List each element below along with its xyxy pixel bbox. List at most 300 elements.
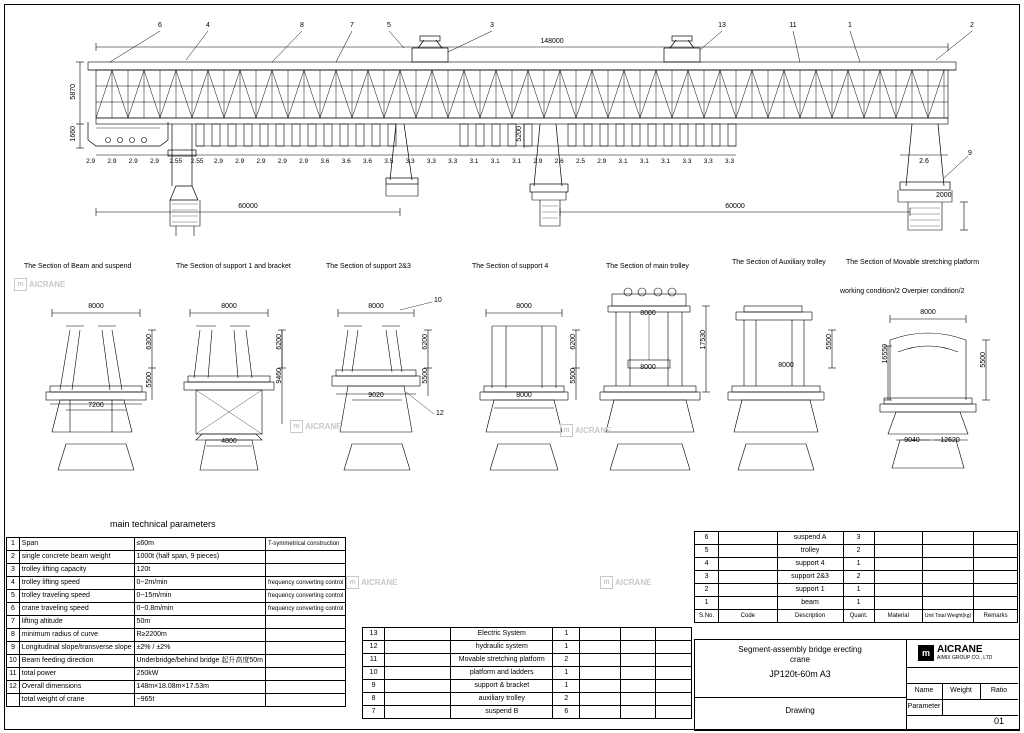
- table-row: [363, 667, 692, 680]
- watermark-logo-2: [290, 420, 341, 433]
- section-title-main-trolley: The Section of main trolley: [606, 263, 689, 270]
- table-row: [7, 642, 346, 655]
- bom-header-qty: Quant.: [843, 610, 874, 623]
- s3-dim-9020: 9020: [368, 392, 384, 399]
- bom-desc: suspend B: [451, 706, 553, 719]
- param-note: [266, 681, 346, 694]
- title-block-divider-3: [906, 683, 1018, 684]
- bom-no: 10: [363, 667, 385, 680]
- bom-no: 13: [363, 628, 385, 641]
- table-row: [695, 597, 1018, 610]
- segment-dim: 3.3: [725, 158, 735, 165]
- bom-weight: [620, 706, 656, 719]
- segment-dim: 2.5: [575, 158, 585, 165]
- table-row: [7, 655, 346, 668]
- table-row: [7, 681, 346, 694]
- bom-qty: 1: [553, 680, 580, 693]
- segment-dim: 2.55: [169, 158, 183, 165]
- watermark-mark-icon: m: [14, 278, 27, 291]
- bom-code: [385, 693, 451, 706]
- param-name: Beam feeding direction: [19, 655, 134, 668]
- dim-main-span: 148000: [540, 38, 564, 45]
- bom-code: [385, 628, 451, 641]
- segment-dim: 2.9: [128, 158, 138, 165]
- param-note: frequency converting control: [266, 577, 346, 590]
- param-name: trolley lifting speed: [19, 577, 134, 590]
- s3-callout-10: 10: [434, 297, 442, 304]
- table-row: [695, 532, 1018, 545]
- param-name: minimum radius of curve: [19, 629, 134, 642]
- bom-header-weight: Unit Total Weight(kg): [922, 610, 973, 623]
- bom-material: [874, 571, 922, 584]
- bom-lower-table: [362, 627, 692, 719]
- bom-weight: [922, 558, 973, 571]
- segment-dim: 3.1: [512, 158, 522, 165]
- param-no: 11: [7, 668, 20, 681]
- s4-dim-8000: 8000: [516, 303, 532, 310]
- watermark-text: AICRANE: [305, 422, 342, 431]
- bom-weight: [620, 667, 656, 680]
- param-no: 5: [7, 590, 20, 603]
- table-header-row: [695, 610, 1018, 623]
- s3-dim-5500: 5500: [422, 368, 429, 384]
- s2-dim-8000: 8000: [221, 303, 237, 310]
- bom-desc: trolley: [777, 545, 843, 558]
- param-note: [266, 642, 346, 655]
- bom-desc: hydraulic system: [451, 641, 553, 654]
- watermark-mark-icon: m: [290, 420, 303, 433]
- table-row: [7, 616, 346, 629]
- bom-material: [874, 558, 922, 571]
- bom-remarks: [656, 680, 692, 693]
- bom-material: [874, 532, 922, 545]
- params-title: main technical parameters: [110, 519, 216, 529]
- bom-qty: 2: [553, 693, 580, 706]
- segment-dim: 2.9: [277, 158, 287, 165]
- watermark-logo-1: [14, 278, 65, 291]
- param-note: [266, 655, 346, 668]
- company-name: AICRANE: [937, 644, 983, 655]
- param-value: ≤60m: [134, 538, 265, 551]
- section-subtitle-movable-platform: working condition/2 Overpier condition/2: [840, 288, 965, 295]
- table-row: [7, 577, 346, 590]
- param-note: [266, 551, 346, 564]
- param-value: ±2% / ±2%: [134, 642, 265, 655]
- bom-material: [874, 545, 922, 558]
- bom-code: [719, 597, 777, 610]
- bom-no: 2: [695, 584, 719, 597]
- aicrane-mark-icon: m: [918, 645, 934, 661]
- callout-6: 6: [158, 22, 162, 29]
- table-row: [7, 538, 346, 551]
- segment-dim: 2.9: [533, 158, 543, 165]
- section-title-support1-bracket: The Section of support 1 and bracket: [176, 263, 291, 270]
- bom-remarks: [974, 571, 1018, 584]
- col-ratio: Ratio: [990, 687, 1008, 694]
- param-no: 2: [7, 551, 20, 564]
- bom-no: 11: [363, 654, 385, 667]
- bom-remarks: [974, 584, 1018, 597]
- bom-no: 6: [695, 532, 719, 545]
- bom-material: [874, 597, 922, 610]
- s5-dim-17530: 17530: [700, 330, 707, 350]
- segment-dim: 3.1: [490, 158, 500, 165]
- segment-dim: 3.3: [682, 158, 692, 165]
- s2-dim-4800: 4800: [221, 438, 237, 445]
- bom-weight: [922, 545, 973, 558]
- col-weight: Weight: [950, 687, 972, 694]
- bom-desc: Movable stretching platform: [451, 654, 553, 667]
- watermark-mark-icon: m: [346, 576, 359, 589]
- watermark-text: AICRANE: [615, 578, 652, 587]
- s1-dim-6300: 6300: [146, 334, 153, 350]
- watermark-text: AICRANE: [361, 578, 398, 587]
- bom-code: [719, 545, 777, 558]
- bom-desc: support 2&3: [777, 571, 843, 584]
- section-title-support23: The Section of support 2&3: [326, 263, 411, 270]
- table-row: [7, 629, 346, 642]
- s6-dim-8000: 8000: [778, 362, 794, 369]
- segment-dim: 3.3: [405, 158, 415, 165]
- segment-dim: 2.9: [597, 158, 607, 165]
- dim-right-span: 60000: [725, 203, 745, 210]
- bom-material: [580, 628, 620, 641]
- segment-dim: 3.5: [384, 158, 394, 165]
- s4-dim-6200: 6200: [570, 334, 577, 350]
- param-value: 250kW: [134, 668, 265, 681]
- bom-weight: [620, 641, 656, 654]
- param-name: Overall dimensions: [19, 681, 134, 694]
- s4-dim-8000-lower: 8000: [516, 392, 532, 399]
- segment-dim: 3.6: [320, 158, 330, 165]
- s5-dim-8000: 8000: [640, 310, 656, 317]
- s7-dim-8000: 8000: [920, 309, 936, 316]
- param-value: 0~0.8m/min: [134, 603, 265, 616]
- bom-weight: [620, 680, 656, 693]
- param-note: frequency converting control: [266, 590, 346, 603]
- bom-no: 5: [695, 545, 719, 558]
- watermark-logo-4: [346, 576, 397, 589]
- bom-desc: suspend A: [777, 532, 843, 545]
- bom-material: [580, 641, 620, 654]
- bom-remarks: [974, 558, 1018, 571]
- table-row: [7, 694, 346, 707]
- bom-material: [580, 693, 620, 706]
- s7-dim-9040: 9040: [904, 437, 920, 444]
- bom-no: 7: [363, 706, 385, 719]
- table-row: [363, 706, 692, 719]
- segment-dim: 2.9: [299, 158, 309, 165]
- watermark-logo-3: [560, 424, 611, 437]
- section-title-support4: The Section of support 4: [472, 263, 549, 270]
- param-name: Longitudinal slope/transverse slope: [19, 642, 134, 655]
- segment-dim: 2.9: [213, 158, 223, 165]
- watermark-text: AICRANE: [29, 280, 66, 289]
- callout-3: 3: [490, 22, 494, 29]
- bom-desc: beam: [777, 597, 843, 610]
- segment-dim: 3.3: [448, 158, 458, 165]
- param-note: frequency converting control: [266, 603, 346, 616]
- s2-dim-6200: 6200: [276, 334, 283, 350]
- bom-qty: 1: [553, 667, 580, 680]
- bom-material: [580, 654, 620, 667]
- bom-remarks: [656, 654, 692, 667]
- callout-1: 1: [848, 22, 852, 29]
- title-block-divider-4: [906, 699, 1018, 700]
- s7-dim-5500: 5500: [980, 352, 987, 368]
- bom-desc: auxiliary trolley: [451, 693, 553, 706]
- segment-dim: 3.1: [618, 158, 628, 165]
- callout-13: 13: [718, 22, 726, 29]
- param-no: 10: [7, 655, 20, 668]
- bom-remarks: [974, 597, 1018, 610]
- s7-dim-16550: 16550: [882, 344, 889, 364]
- bom-desc: Electric System: [451, 628, 553, 641]
- s3-callout-12: 12: [436, 410, 444, 417]
- table-row: [695, 584, 1018, 597]
- segment-dim: 3.3: [426, 158, 436, 165]
- bom-qty: 1: [843, 597, 874, 610]
- product-model: JP120t-60m A3: [769, 669, 831, 679]
- title-block-vline-2: [980, 683, 981, 699]
- bom-header-desc: Description: [777, 610, 843, 623]
- bom-qty: 1: [553, 628, 580, 641]
- s2-dim-9460: 9460: [276, 368, 283, 384]
- param-note: [266, 668, 346, 681]
- s6-dim-5500: 5500: [826, 334, 833, 350]
- bom-remarks: [656, 706, 692, 719]
- segment-dim: 2.55: [190, 158, 204, 165]
- bom-code: [719, 558, 777, 571]
- bom-material: [580, 706, 620, 719]
- bom-qty: 2: [843, 571, 874, 584]
- bom-no: 8: [363, 693, 385, 706]
- segment-dim: 3.1: [661, 158, 671, 165]
- param-name: Span: [19, 538, 134, 551]
- dim-pier-2000: 2000: [936, 192, 952, 199]
- segment-dim: 3.6: [341, 158, 351, 165]
- col-name: Name: [914, 687, 934, 694]
- watermark-mark-icon: m: [560, 424, 573, 437]
- section-title-beam-suspend: The Section of Beam and suspend: [24, 263, 132, 270]
- bom-code: [385, 706, 451, 719]
- drawing-label: Drawing: [785, 706, 815, 715]
- dim-right-segment: 2.6: [919, 158, 929, 165]
- main-technical-parameters-table: [6, 537, 346, 707]
- bom-no: 1: [695, 597, 719, 610]
- title-block-vline-1: [942, 683, 943, 715]
- segment-dim: 3.1: [639, 158, 649, 165]
- param-no: [7, 694, 20, 707]
- table-row: [363, 654, 692, 667]
- param-no: 8: [7, 629, 20, 642]
- param-value: 1000t (half span, 9 pieces): [134, 551, 265, 564]
- bom-header-material: Material: [874, 610, 922, 623]
- bom-no: 9: [363, 680, 385, 693]
- title-block-divider: [694, 697, 906, 698]
- dim-height-5200: 5200: [516, 126, 523, 142]
- bom-code: [719, 571, 777, 584]
- param-note: [266, 629, 346, 642]
- table-row: [363, 693, 692, 706]
- table-row: [695, 545, 1018, 558]
- table-row: [363, 628, 692, 641]
- bom-code: [719, 532, 777, 545]
- table-row: [695, 571, 1018, 584]
- callout-4: 4: [206, 22, 210, 29]
- bom-weight: [620, 693, 656, 706]
- table-row: [695, 558, 1018, 571]
- bom-remarks: [656, 628, 692, 641]
- company-logo: [918, 644, 992, 661]
- bom-no: 3: [695, 571, 719, 584]
- param-name: trolley lifting capacity: [19, 564, 134, 577]
- dim-left-span: 60000: [238, 203, 258, 210]
- table-row: [7, 603, 346, 616]
- callout-7: 7: [350, 22, 354, 29]
- table-row: [7, 668, 346, 681]
- segment-dim: 2.9: [235, 158, 245, 165]
- bom-remarks: [974, 532, 1018, 545]
- segment-dimension-chain: [80, 158, 740, 165]
- bom-code: [385, 680, 451, 693]
- bom-upper-table: [694, 531, 1018, 623]
- callout-9: 9: [968, 150, 972, 157]
- segment-dim: 3.1: [469, 158, 479, 165]
- param-note: [266, 564, 346, 577]
- bom-desc: support 1: [777, 584, 843, 597]
- table-row: [7, 590, 346, 603]
- segment-dim: 2.9: [86, 158, 96, 165]
- param-note: T-symmetrical construction: [266, 538, 346, 551]
- bom-weight: [922, 597, 973, 610]
- callout-11: 11: [789, 22, 797, 29]
- table-row: [7, 551, 346, 564]
- company-sub: AIMIX GROUP CO., LTD: [937, 655, 993, 661]
- param-value: 120t: [134, 564, 265, 577]
- param-name: crane traveling speed: [19, 603, 134, 616]
- callout-8: 8: [300, 22, 304, 29]
- bom-qty: 2: [843, 545, 874, 558]
- bom-desc: support 4: [777, 558, 843, 571]
- bom-desc: support & bracket: [451, 680, 553, 693]
- s1-dim-5500: 5500: [146, 372, 153, 388]
- watermark-logo-5: [600, 576, 651, 589]
- bom-code: [385, 641, 451, 654]
- callout-5: 5: [387, 22, 391, 29]
- col-parameter: Parameter: [907, 703, 941, 710]
- bom-weight: [620, 628, 656, 641]
- s7-dim-12620: 12620: [940, 437, 960, 444]
- s1-dim-8000: 8000: [88, 303, 104, 310]
- segment-dim: 3.3: [703, 158, 713, 165]
- param-name: total power: [19, 668, 134, 681]
- segment-dim: 2.6: [554, 158, 564, 165]
- bom-weight: [922, 571, 973, 584]
- segment-dim: 2.9: [150, 158, 160, 165]
- bom-no: 12: [363, 641, 385, 654]
- bom-qty: 1: [843, 584, 874, 597]
- s5-dim-8000-lower: 8000: [640, 364, 656, 371]
- param-value: 148m×18.08m×17.53m: [134, 681, 265, 694]
- param-no: 6: [7, 603, 20, 616]
- param-value: R≥2200m: [134, 629, 265, 642]
- param-value: 50m: [134, 616, 265, 629]
- dim-height-5870: 5870: [70, 84, 77, 100]
- param-no: 1: [7, 538, 20, 551]
- bom-weight: [922, 584, 973, 597]
- watermark-mark-icon: m: [600, 576, 613, 589]
- param-no: 4: [7, 577, 20, 590]
- s3-dim-6200: 6200: [422, 334, 429, 350]
- bom-weight: [620, 654, 656, 667]
- segment-dim: 3.6: [362, 158, 373, 165]
- param-value: 0~15m/min: [134, 590, 265, 603]
- segment-dim: 2.9: [256, 158, 266, 165]
- param-name: trolley traveling speed: [19, 590, 134, 603]
- sheet-number: 01: [993, 716, 1005, 726]
- bom-remarks: [656, 693, 692, 706]
- param-no: 7: [7, 616, 20, 629]
- bom-remarks: [656, 641, 692, 654]
- param-value: Underbridge/behind bridge 起升高度50m: [134, 655, 265, 668]
- param-value: ~965t: [134, 694, 265, 707]
- s3-dim-8000: 8000: [368, 303, 384, 310]
- segment-dim: 2.9: [107, 158, 117, 165]
- param-no: 12: [7, 681, 20, 694]
- dim-height-1660: 1660: [70, 126, 77, 142]
- bom-code: [719, 584, 777, 597]
- table-row: [363, 641, 692, 654]
- bom-header-code: Code: [719, 610, 777, 623]
- bom-material: [580, 680, 620, 693]
- param-name: single concrete beam weight: [19, 551, 134, 564]
- table-row: [363, 680, 692, 693]
- param-no: 3: [7, 564, 20, 577]
- bom-code: [385, 667, 451, 680]
- param-name: total weight of crane: [19, 694, 134, 707]
- bom-weight: [922, 532, 973, 545]
- bom-header-no: S.No.: [695, 610, 719, 623]
- bom-no: 4: [695, 558, 719, 571]
- s4-dim-5500: 5500: [570, 368, 577, 384]
- title-block-divider-2: [906, 667, 1018, 668]
- bom-qty: 6: [553, 706, 580, 719]
- section-title-aux-trolley: The Section of Auxiliary trolley: [732, 259, 826, 266]
- param-value: 0~2m/min: [134, 577, 265, 590]
- section-title-movable-platform: The Section of Movable stretching platform: [846, 259, 980, 266]
- param-name: lifting altitude: [19, 616, 134, 629]
- bom-qty: 1: [553, 641, 580, 654]
- param-no: 9: [7, 642, 20, 655]
- param-note: [266, 616, 346, 629]
- bom-qty: 3: [843, 532, 874, 545]
- bom-qty: 1: [843, 558, 874, 571]
- watermark-text: AICRANE: [575, 426, 612, 435]
- bom-qty: 2: [553, 654, 580, 667]
- table-row: [7, 564, 346, 577]
- param-note: [266, 694, 346, 707]
- product-name-line2: crane: [789, 655, 811, 664]
- callout-2: 2: [970, 22, 974, 29]
- bom-header-remarks: Remarks: [974, 610, 1018, 623]
- bom-material: [874, 584, 922, 597]
- s1-dim-7200: 7200: [88, 402, 104, 409]
- bom-code: [385, 654, 451, 667]
- bom-remarks: [974, 545, 1018, 558]
- bom-material: [580, 667, 620, 680]
- bom-remarks: [656, 667, 692, 680]
